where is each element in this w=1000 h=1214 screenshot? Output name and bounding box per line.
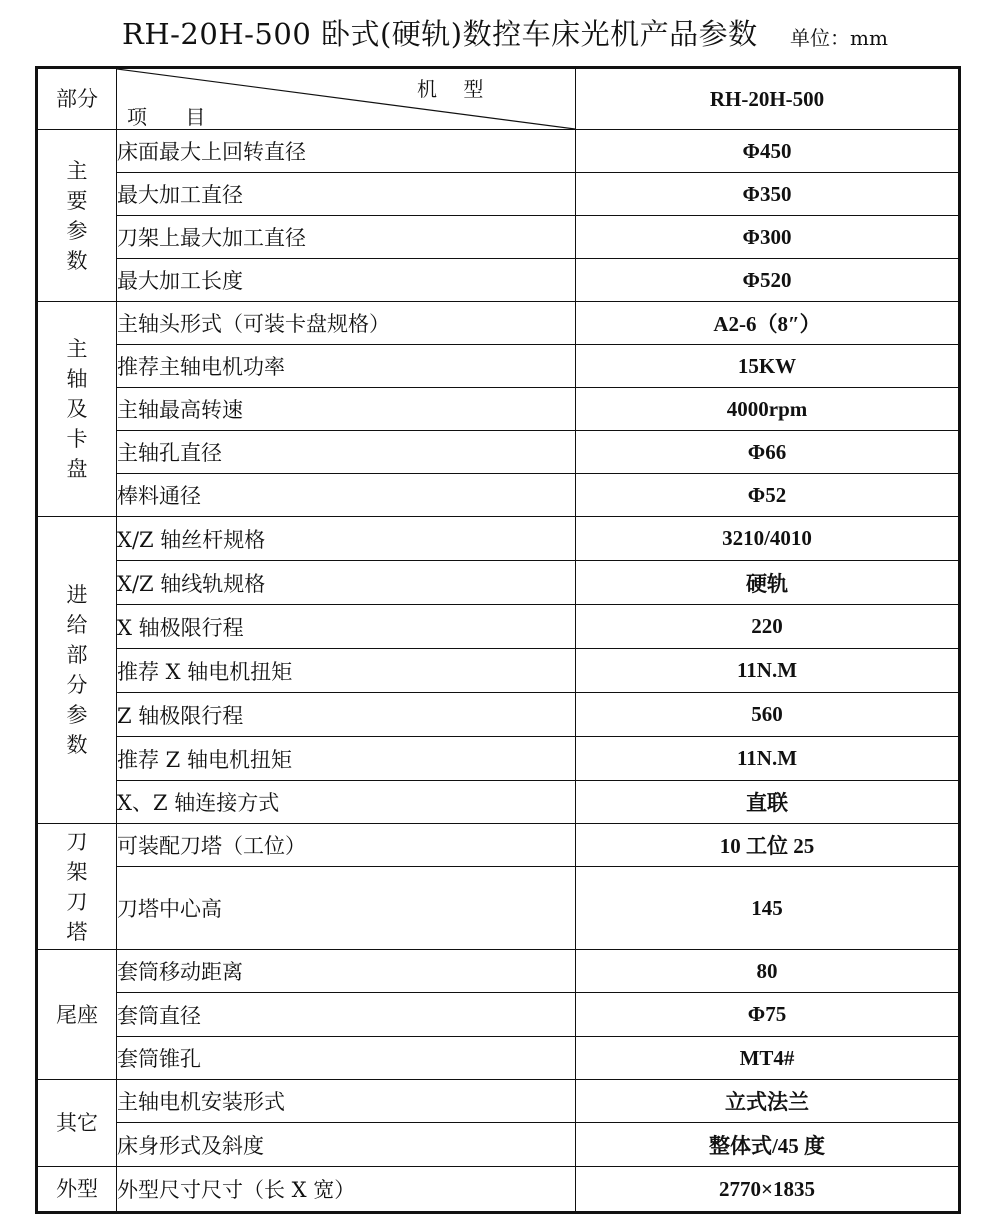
spec-table [35,66,961,1214]
value-cell: 10 工位 25 [576,824,960,867]
table-row [37,130,960,173]
item-cell: 棒料通径 [117,474,576,517]
table-header-row [37,68,960,130]
section-label-text: 刀架刀塔 [66,829,88,944]
table-row [37,345,960,388]
model-value: RH-20H-500 [576,68,960,130]
value-cell: 整体式/45 度 [576,1123,960,1167]
item-cell: 推荐主轴电机功率 [117,345,576,388]
table-row [37,693,960,737]
value-cell: 220 [576,605,960,649]
table-row [37,561,960,605]
title-row [0,10,1000,55]
item-cell: X、Z 轴连接方式 [117,781,576,824]
value-cell: Φ520 [576,259,960,302]
value-cell: 立式法兰 [576,1080,960,1123]
value-cell: A2-6（8″） [576,302,960,345]
item-cell: 主轴最高转速 [117,388,576,431]
value-cell: Φ66 [576,431,960,474]
value-cell: 硬轨 [576,561,960,605]
value-cell: 4000rpm [576,388,960,431]
item-cell: 最大加工长度 [117,259,576,302]
section-label-text: 其它 [56,1111,98,1135]
value-cell: Φ450 [576,130,960,173]
part-header: 部分 [37,68,117,130]
diagonal-header-cell [117,68,576,130]
table-row [37,824,960,867]
table-row [37,517,960,561]
section-label-text: 主轴及卡盘 [66,337,88,481]
section-label [37,130,117,302]
item-cell: 最大加工直径 [117,173,576,216]
item-cell: 床面最大上回转直径 [117,130,576,173]
table-row [37,1123,960,1167]
item-cell: 套筒直径 [117,993,576,1037]
value-cell: Φ300 [576,216,960,259]
section-label [37,824,117,950]
item-label: 项 目 [127,105,222,129]
table-row [37,431,960,474]
table-row [37,867,960,950]
table-row [37,649,960,693]
section-label [37,302,117,517]
table-row [37,993,960,1037]
value-cell: 145 [576,867,960,950]
value-cell: 直联 [576,781,960,824]
section-label-text: 外型 [56,1177,98,1201]
table-row [37,216,960,259]
table-row [37,950,960,993]
item-cell: 套筒锥孔 [117,1037,576,1080]
table-row [37,388,960,431]
table-row [37,605,960,649]
item-cell: 主轴孔直径 [117,431,576,474]
item-cell: X/Z 轴线轨规格 [117,561,576,605]
value-cell: Φ52 [576,474,960,517]
unit-label: 单位：mm [790,26,888,50]
section-label-text: 进给部分参数 [66,583,88,757]
value-cell: 3210/4010 [576,517,960,561]
item-cell: 刀塔中心高 [117,867,576,950]
item-cell: Z 轴极限行程 [117,693,576,737]
page-title: RH-20H-500 卧式(硬轨)数控车床光机产品参数 [122,17,758,51]
value-cell: 11N.M [576,649,960,693]
item-cell: 推荐 Z 轴电机扭矩 [117,737,576,781]
item-cell: 主轴头形式（可装卡盘规格） [117,302,576,345]
value-cell: Φ350 [576,173,960,216]
value-cell: MT4# [576,1037,960,1080]
item-cell: X/Z 轴丝杆规格 [117,517,576,561]
table-row [37,1167,960,1213]
value-cell: 80 [576,950,960,993]
section-label [37,950,117,1080]
table-row [37,173,960,216]
section-label [37,1080,117,1167]
value-cell: 560 [576,693,960,737]
item-cell: 床身形式及斜度 [117,1123,576,1167]
table-row [37,474,960,517]
section-label [37,517,117,824]
section-label-text: 尾座 [56,1002,98,1027]
model-label: 机 型 [417,77,494,101]
item-cell: 套筒移动距离 [117,950,576,993]
table-row [37,302,960,345]
table-row [37,737,960,781]
spec-table-body [37,68,960,1213]
item-cell: 推荐 X 轴电机扭矩 [117,649,576,693]
table-row [37,781,960,824]
item-cell: X 轴极限行程 [117,605,576,649]
item-cell: 外型尺寸尺寸（长 X 宽） [117,1167,576,1213]
value-cell: 2770×1835 [576,1167,960,1213]
value-cell: 15KW [576,345,960,388]
item-cell: 刀架上最大加工直径 [117,216,576,259]
value-cell: 11N.M [576,737,960,781]
table-row [37,259,960,302]
section-label-text: 主要参数 [66,158,88,273]
table-row [37,1037,960,1080]
value-cell: Φ75 [576,993,960,1037]
section-label [37,1167,117,1213]
table-row [37,1080,960,1123]
item-cell: 主轴电机安装形式 [117,1080,576,1123]
item-cell: 可装配刀塔（工位） [117,824,576,867]
